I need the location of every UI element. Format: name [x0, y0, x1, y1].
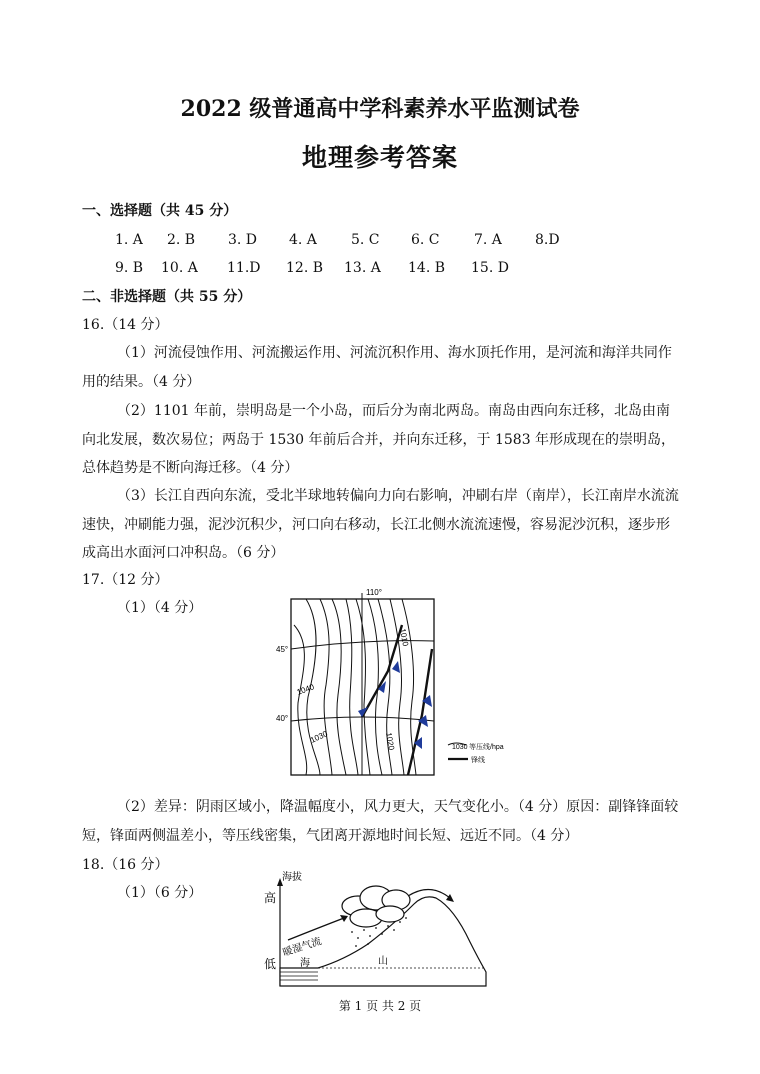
- answer-key-title: 地理参考答案: [301, 143, 458, 172]
- q16-part2-text: （2）1101 年前，崇明岛是一个小岛，而后分为南北两岛。南岛由西向东迁移，北岛由南向北发展，数次易位；两岛于 1530 年前后合并，并向东迁移，于 1583 年形成现在的崇明岛，总体趋势是不断向海迁移。（4 分）: [82, 403, 676, 476]
- legend-front-text: 锋线: [471, 757, 485, 764]
- exam-title: 2022 级普通高中学科素养水平监测试卷: [180, 96, 580, 122]
- isobar-1040-label: 1040: [295, 682, 316, 697]
- answer-item: 12. B: [286, 260, 324, 276]
- answer-item: 13. A: [344, 260, 381, 276]
- legend-isobar-value: 1030: [452, 744, 468, 751]
- lon-110-label: 110°: [366, 588, 382, 597]
- q16-part1-text: （1）河流侵蚀作用、河流搬运作用、河流沉积作用、海水顶托作用，是河流和海洋共同作用的结果。（4 分）: [82, 345, 672, 390]
- mountain-label: 山: [378, 956, 388, 967]
- answer-item: 8.D: [535, 232, 560, 248]
- altitude-label: 海拔: [282, 872, 302, 883]
- answer-item: 2. B: [167, 232, 196, 248]
- isobar-1020-label: 1020: [384, 731, 396, 751]
- q16-part3-text: （3）长江自西向东流，受北半球地转偏向力向右影响，冲刷右岸（南岸），长江南岸水流流速快，冲刷能力强，泥沙沉积少，河口向右移动，长江北侧水流流速慢，容易泥沙沉积，逐步形成高出水面河口冲积岛。（6 分）: [82, 488, 679, 561]
- answer-item: 14. B: [408, 260, 446, 276]
- q16-part1: [82, 339, 680, 396]
- orographic-rain-diagram: [258, 868, 498, 990]
- answer-item: 3. D: [228, 232, 258, 248]
- q18-label: 18.（16 分）: [82, 857, 169, 873]
- isobar-front-map: [272, 585, 512, 785]
- answer-item: 4. A: [289, 232, 317, 248]
- answer-item: 7. A: [474, 232, 502, 248]
- high-label: 高: [264, 891, 277, 905]
- legend-isobar-text: 等压线/hpa: [469, 744, 504, 751]
- low-label: 低: [264, 957, 277, 971]
- q17-part2: [82, 793, 680, 850]
- page-number: 第 1 页 共 2 页: [338, 999, 422, 1013]
- answer-item: 9. B: [115, 260, 144, 276]
- sea-label: 海: [300, 958, 310, 969]
- answer-item: 6. C: [411, 232, 440, 248]
- q17-label: 17.（12 分）: [82, 572, 169, 588]
- q16-part3: [82, 482, 680, 568]
- q16-label: 16.（14 分）: [82, 317, 169, 333]
- section2-heading: 二、非选择题（共 55 分）: [82, 289, 252, 305]
- q17-part2-text: （2）差异：阴雨区域小，降温幅度小，风力更大，天气变化小。（4 分）原因：副锋锋面较短，锋面两侧温差小，等压线密集，气团离开源地时间长短、远近不同。（4 分）: [82, 799, 679, 844]
- isobar-1030-label: 1030: [309, 729, 329, 745]
- q18-sub1: （1）（6 分）: [117, 885, 203, 901]
- q16-part2: [82, 397, 680, 483]
- answer-item: 15. D: [471, 260, 509, 276]
- lat-40-label: 40°: [276, 714, 289, 723]
- answer-item: 5. C: [351, 232, 380, 248]
- q17-sub1: （1）（4 分）: [117, 600, 203, 616]
- front-line-b: [408, 649, 432, 775]
- answer-item: 1. A: [115, 232, 143, 248]
- lat-45-label: 45°: [276, 645, 289, 654]
- answer-item: 11.D: [227, 260, 261, 276]
- warm-airflow-label: 暖湿气流: [281, 936, 323, 959]
- answer-item: 10. A: [161, 260, 198, 276]
- section1-heading: 一、选择题（共 45 分）: [82, 203, 238, 219]
- isobar-1010-label: 1010: [398, 627, 410, 647]
